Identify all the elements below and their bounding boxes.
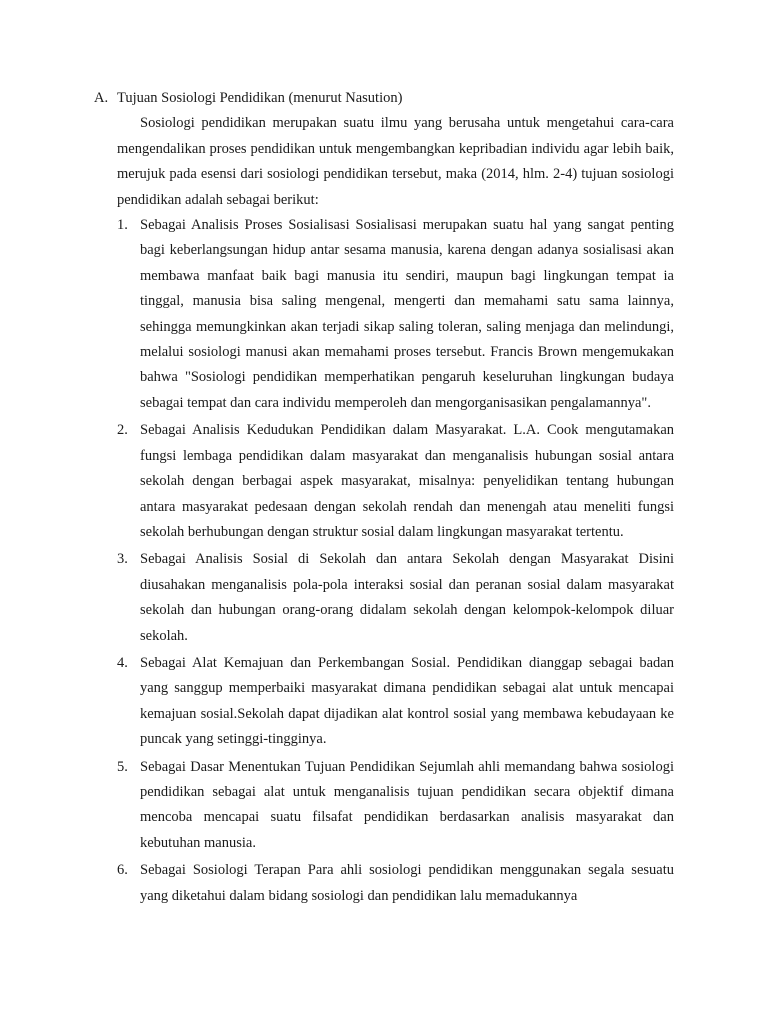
list-item: [94, 755, 674, 857]
list-item: [94, 547, 674, 649]
list-item-number: 6.: [117, 862, 128, 879]
list-item: [94, 213, 674, 416]
intro-paragraph: Sosiologi pendidikan merupakan suatu ilmu yang berusaha untuk mengetahui cara-cara mengendalikan proses pendidikan untuk mengembangkan kepribadian individu agar lebih baik, merujuk pada esensi dari sosiologi pendidikan tersebut, maka (2014, hlm. 2-4) tujuan sosiologi pendidikan adalah sebagai berikut:: [117, 115, 674, 208]
list-item-number: 4.: [117, 654, 128, 671]
list-item-number: 5.: [117, 758, 128, 775]
list-item-number: 3.: [117, 551, 128, 568]
list-item: [94, 651, 674, 753]
objectives-list: [94, 213, 674, 909]
list-item-text: Sebagai Analisis Proses Sosialisasi Sosialisasi merupakan suatu hal yang sangat penting bagi keberlangsungan hidup antar sesama manusia, karena dengan adanya sosialisasi akan membawa manfaat baik bagi manusia itu sendiri, maupun bagi lingkungan tempat ia tinggal, manusia bisa saling mengenal, mengerti dan memahami satu sama lainnya, sehingga memungkinkan akan terjadi sikap saling toleran, saling menjaga dan melindungi, melalui sosiologi manusi akan memahami proses tersebut. Francis Brown mengemukakan bahwa "Sosiologi pendidikan memperhatikan pengaruh keseluruhan lingkungan budaya sebagai tempat dan cara individu memperoleh dan mengorganisasikan pengalamannya".: [140, 217, 674, 411]
list-item-text: Sebagai Analisis Sosial di Sekolah dan antara Sekolah dengan Masyarakat Disini diusahakan menganalisis pola-pola interaksi sosial dan peranan sosial dalam masyarakat sekolah dan hubungan orang-orang didalam sekolah dengan kelompok-kelompok diluar sekolah.: [140, 551, 674, 644]
list-item-number: 1.: [117, 217, 128, 234]
section-letter: A.: [94, 90, 109, 106]
list-item: [94, 858, 674, 909]
list-item-text: Sebagai Analisis Kedudukan Pendidikan dalam Masyarakat. L.A. Cook mengutamakan fungsi lembaga pendidikan dalam masyarakat dan menganalisis hubungan sosial antara sekolah dengan berbagai aspek masyarakat, misalnya: penyelidikan tentang hubungan antara masyarakat pedesaan dengan sekolah rendah dan menengah atau meneliti fungsi sekolah berhubungan dengan struktur sosial dalam lingkungan masyarakat tertentu.: [140, 422, 674, 540]
list-item-text: Sebagai Sosiologi Terapan Para ahli sosiologi pendidikan menggunakan segala sesuatu yang diketahui dalam bidang sosiologi dan pendidikan lalu memadukannya: [140, 862, 674, 904]
list-item: [94, 418, 674, 545]
section-title: Tujuan Sosiologi Pendidikan (menurut Nasution): [117, 90, 403, 106]
list-item-number: 2.: [117, 422, 128, 439]
list-item-text: Sebagai Alat Kemajuan dan Perkembangan Sosial. Pendidikan dianggap sebagai badan yang sanggup memperbaiki masyarakat dimana pendidikan sebagai alat untuk mencapai kemajuan sosial.Sekolah dapat dijadikan alat kontrol sosial yang membawa kebudayaan ke puncak yang setinggi-tingginya.: [140, 654, 674, 748]
section-heading: [94, 86, 674, 111]
list-item-text: Sebagai Dasar Menentukan Tujuan Pendidikan Sejumlah ahli memandang bahwa sosiologi pendidikan sebagai alat untuk menganalisis tujuan pendidikan secara objektif dimana mencoba mencapai suatu filsafat pendidikan berdasarkan analisis masyarakat dan kebutuhan manusia.: [140, 758, 674, 851]
